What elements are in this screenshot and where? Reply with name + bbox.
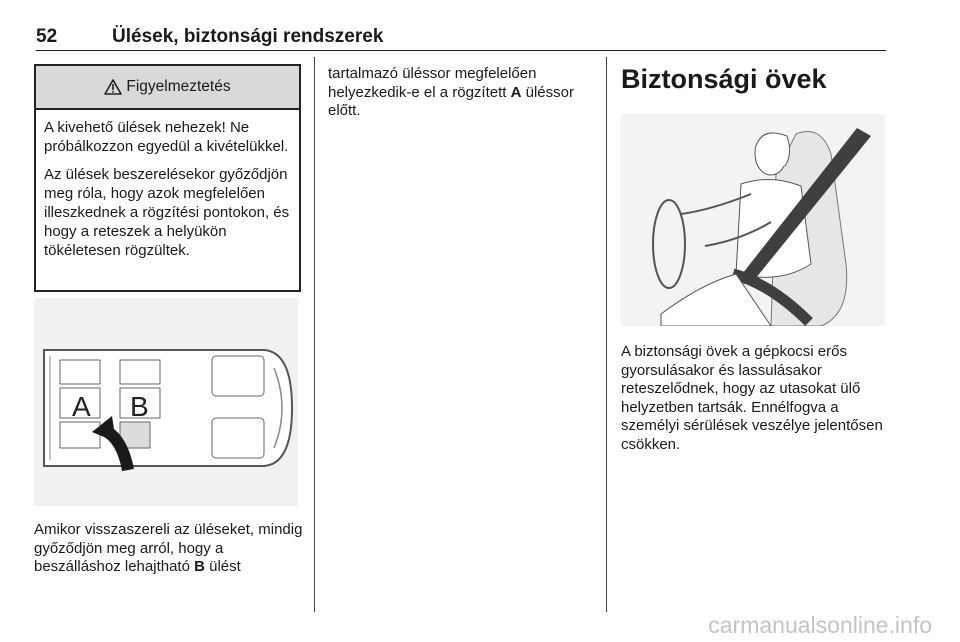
body-text [328, 65, 600, 121]
section-heading: Biztonsági övek [621, 64, 827, 94]
caption-text [34, 521, 304, 577]
seat-a-label: A [72, 391, 91, 422]
body-bold-label: A [510, 83, 522, 101]
section-title: Ülések, biztonsági rendszerek [112, 26, 384, 47]
page-header [36, 26, 886, 52]
warning-title: Figyelmeztetés [126, 78, 231, 95]
seat-layout-illustration [34, 298, 298, 506]
warning-box [34, 64, 301, 292]
warning-paragraph: A kivehető ülések nehezek! Ne próbálkozzon egyedül a kivételükkel. [44, 119, 289, 155]
warning-paragraph: Az ülések beszerelésekor győződjön meg róla, hogy azok megfelelően illeszkednek a rögzítési pontokon, és hogy a reteszek a helyükön tökéletesen rögzültek. [44, 166, 290, 259]
seatbelt-illustration [621, 114, 885, 326]
caption-bold-label: B [194, 558, 205, 576]
watermark: carmanualsonline.info [708, 612, 932, 638]
warning-body [36, 110, 299, 260]
seat-b-label: B [130, 391, 149, 422]
page-number: 52 [36, 26, 58, 47]
caption-text-part: ülést [204, 558, 241, 576]
column-divider [314, 57, 315, 612]
body-text-part: tartalmazó üléssor megfelelően helyezkedik-e el a rögzített [328, 65, 537, 101]
header-rule [36, 50, 886, 51]
body-text-part: üléssor előtt. [328, 83, 574, 120]
warning-triangle-icon [104, 79, 122, 95]
body-text: A biztonsági övek a gépkocsi erős gyorsulásakor és lassulásakor reteszelődnek, hogy az utasokat ülő helyzetben tartsák. Ennélfogva a személyi sérülések veszélye jelentősen csökken. [621, 343, 883, 453]
caption-text-part: Amikor visszaszereli az üléseket, mindig győződjön meg arról, hogy a beszálláshoz lehajtható [34, 521, 303, 576]
column-divider [606, 57, 607, 612]
warning-header [36, 66, 299, 110]
